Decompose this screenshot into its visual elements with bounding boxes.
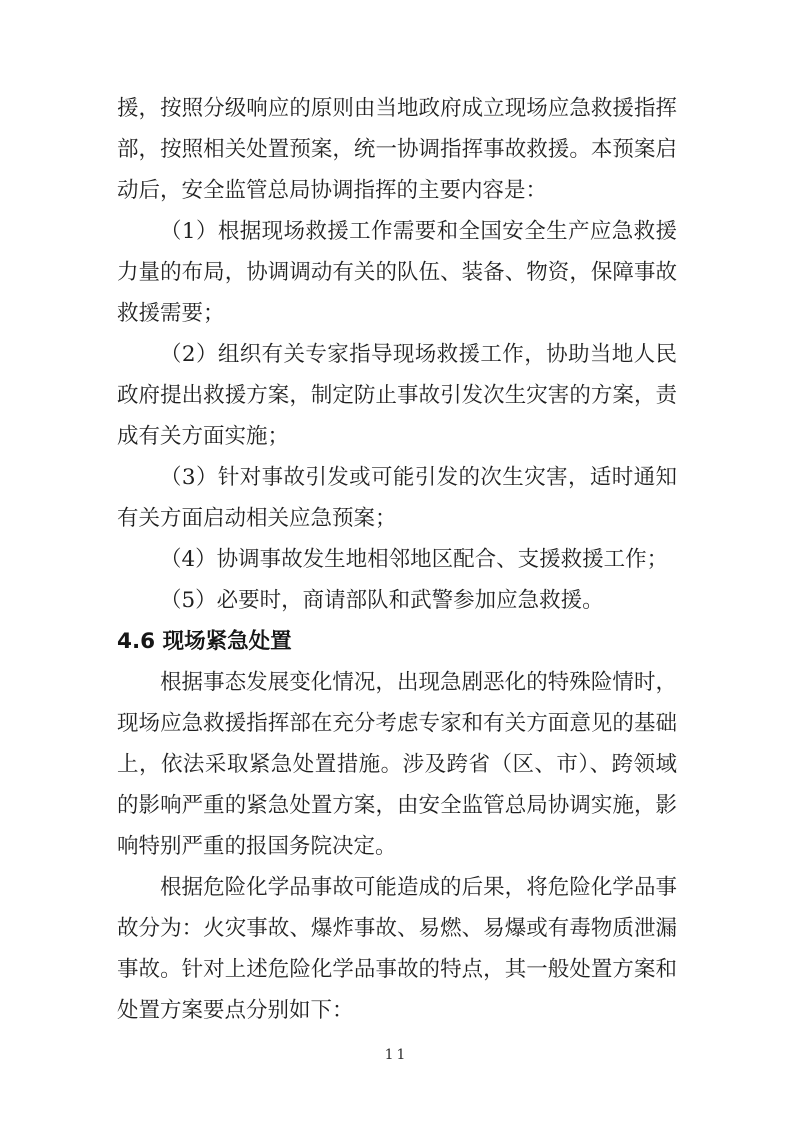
list-item-3: （3）针对事故引发或可能引发的次生灾害，适时通知有关方面启动相关应急预案； xyxy=(117,465,677,531)
document-content xyxy=(117,88,677,1031)
list-item-5: （5）必要时，商请部队和武警参加应急救援。 xyxy=(160,588,604,613)
list-item-1: （1）根据现场救援工作需要和全国安全生产应急救援力量的布局，协调调动有关的队伍、装备、物资，保障事故救援需要； xyxy=(117,219,677,326)
continuation-paragraph: 援，按照分级响应的原则由当地政府成立现场应急救援指挥部，按照相关处置预案，统一协调指挥事故救援。本预案启动后，安全监管总局协调指挥的主要内容是： xyxy=(117,96,677,203)
section-heading: 4.6 现场紧急处置 xyxy=(117,629,292,654)
page-number: 11 xyxy=(384,1047,409,1063)
page-footer xyxy=(0,1046,793,1064)
section-paragraph-2: 根据危险化学品事故可能造成的后果，将危险化学品事故分为：火灾事故、爆炸事故、易燃、易爆或有毒物质泄漏事故。针对上述危险化学品事故的特点，其一般处置方案和处置方案要点分别如下： xyxy=(117,875,677,1023)
section-paragraph-1: 根据事态发展变化情况，出现急剧恶化的特殊险情时，现场应急救援指挥部在充分考虑专家和有关方面意见的基础上，依法采取紧急处置措施。涉及跨省（区、市）、跨领域的影响严重的紧急处置方案，由安全监管总局协调实施，影响特别严重的报国务院决定。 xyxy=(117,670,677,859)
list-item-2: （2）组织有关专家指导现场救援工作，协助当地人民政府提出救援方案，制定防止事故引发次生灾害的方案，责成有关方面实施； xyxy=(117,342,677,449)
list-item-4: （4）协调事故发生地相邻地区配合、支援救援工作； xyxy=(160,547,669,572)
